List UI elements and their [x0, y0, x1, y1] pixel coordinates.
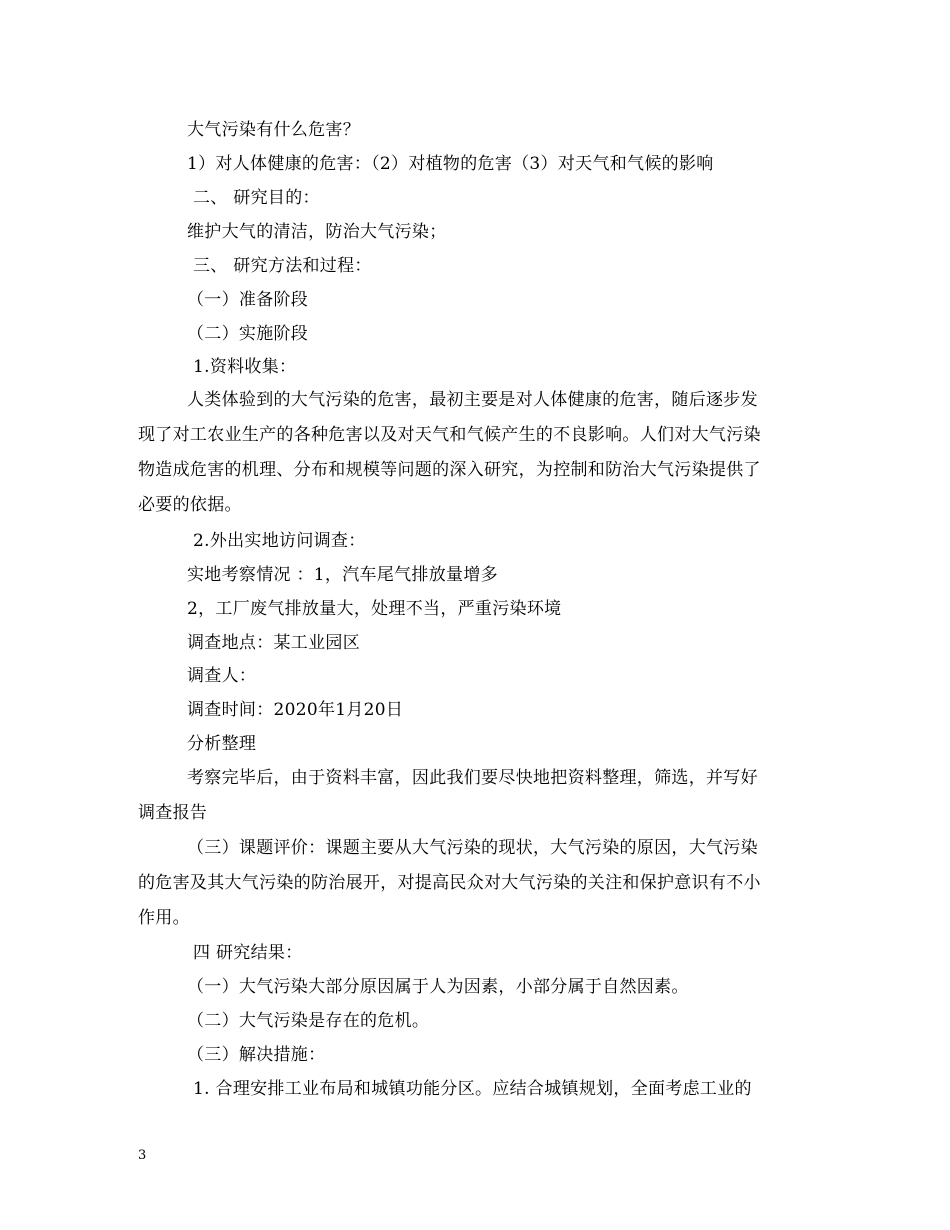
text-line: 调查时间：2020年1月20日	[187, 700, 404, 720]
text-line: 1. 合理安排工业布局和城镇功能分区。应结合城镇规划，全面考虑工业的	[193, 1079, 752, 1099]
text-line: 调查地点：某工业园区	[187, 633, 360, 653]
section-heading: 四 研究结果：	[193, 943, 303, 963]
item-heading: 2.外出实地访问调查：	[193, 531, 366, 551]
paragraph-line: 的危害及其大气污染的防治展开，对提高民众对大气污染的关注和保护意识有不小	[138, 873, 761, 893]
paragraph-line: 现了对工农业生产的各种危害以及对天气和气候产生的不良影响。人们对大气污染	[138, 425, 761, 445]
subsection-heading: （三）解决措施：	[187, 1045, 326, 1065]
paragraph-line: 物造成危害的机理、分布和规模等问题的深入研究，为控制和防治大气污染提供了	[138, 460, 761, 480]
text-line: 维护大气的清洁，防治大气污染；	[187, 222, 447, 242]
text-line: （二）大气污染是存在的危机。	[187, 1011, 430, 1031]
text-line: 实地考察情况 ：1，汽车尾气排放量增多	[187, 565, 498, 585]
paragraph-line: 人类体验到的大气污染的危害，最初主要是对人体健康的危害，随后逐步发	[187, 390, 758, 410]
paragraph-line: 必要的依据。	[138, 495, 242, 515]
text-line: 分析整理	[187, 734, 257, 754]
text-line: 调查人：	[187, 666, 257, 686]
subsection-heading: （一）准备阶段	[187, 290, 309, 310]
subsection-heading: （二）实施阶段	[187, 324, 309, 344]
text-line: 大气污染有什么危害？	[187, 120, 360, 140]
paragraph-line: 作用。	[138, 908, 190, 928]
section-heading: 二、 研究目的：	[193, 188, 320, 208]
page-number: 3	[138, 1148, 147, 1163]
text-line: 2，工厂废气排放量大，处理不当，严重污染环境	[187, 599, 562, 619]
text-line: 1）对人体健康的危害：（2）对植物的危害（3）对天气和气候的影响	[187, 154, 714, 174]
paragraph-line: 调查报告	[138, 803, 208, 823]
paragraph-line: （三）课题评价：课题主要从大气污染的现状，大气污染的原因，大气污染	[187, 838, 758, 858]
item-heading: 1.资料收集：	[193, 357, 297, 377]
text-line: （一）大气污染大部分原因属于人为因素，小部分属于自然因素。	[187, 977, 689, 997]
section-heading: 三、 研究方法和过程：	[193, 256, 372, 276]
paragraph-line: 考察完毕后，由于资料丰富，因此我们要尽快地把资料整理，筛选，并写好	[187, 768, 758, 788]
